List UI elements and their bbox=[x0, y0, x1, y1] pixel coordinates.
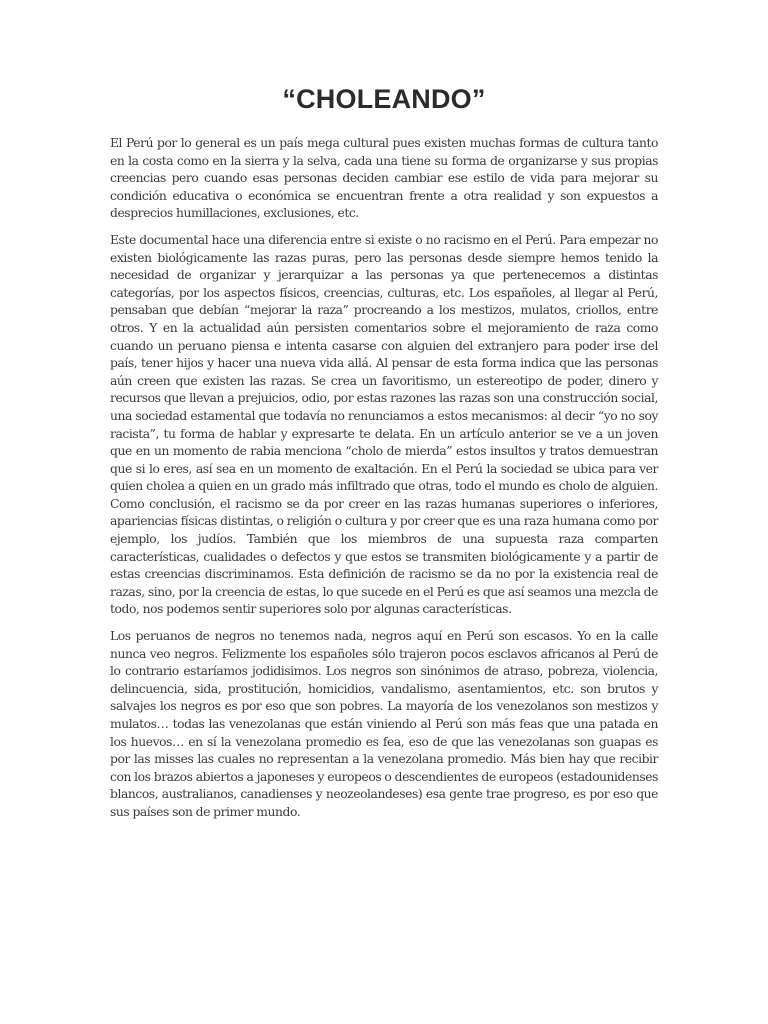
paragraph-racism-analysis: Este documental hace una diferencia entre si existe o no racismo en el Perú. Para empezar no existen biológicamente las razas puras, pero las personas desde siempre hemos tenido la necesidad de organizar y jerarquizar a las personas ya que pertenecemos a distintas categorías, por los aspectos físicos, creencias, culturas, etc. Los españoles, al llegar al Perú, pensaban que debían “mejorar la raza” procreando a los mestizos, mulatos, criollos, entre otros. Y en la actualidad aún persisten comentarios sobre el mejoramiento de raza como cuando un peruano piensa e intenta casarse con alguien del extranjero para poder irse del país, tener hijos y hacer una nueva vida allá. Al pensar de esta forma indica que las personas aún creen que existen las razas. Se crea un favoritismo, un estereotipo de poder, dinero y recursos que llevan a prejuicios, odio, por estas razones las razas son una construcción social, una sociedad estamental que todavía no renunciamos a estos mecanismos: al decir “yo no soy racista”, tu forma de hablar y expresarte te delata. En un artículo anterior se ve a un joven que en un momento de rabia menciona “cholo de mierda” estos insultos y tratos demuestran que si lo eres, así sea en un momento de exaltación. En el Perú la sociedad se ubica para ver quien cholea a quien en un grado más infiltrado que otras, todo el mundo es cholo de alguien. Como conclusión, el racismo se da por creer en las razas humanas superiores o inferiores, apariencias físicas distintas, o religión o cultura y por creer que es una raza humana como por ejemplo, los judíos. También que los miembros de una supuesta raza comparten características, cualidades o defectos y que estos se transmiten biológicamente y a partir de estas creencias discriminamos. Esta definición de racismo se da no por la existencia real de razas, sino, por la creencia de estas, lo que sucede en el Perú es que así seamos una mezcla de todo, nos podemos sentir superiores solo por algunas características. bbox=[110, 232, 658, 617]
document-body bbox=[110, 135, 658, 831]
document-title: “CHOLEANDO” bbox=[282, 84, 486, 114]
paragraph-intro: El Perú por lo general es un país mega cultural pues existen muchas formas de cultura tanto en la costa como en la sierra y la selva, cada una tiene su forma de organizarse y sus propias creencias pero cuando esas personas deciden cambiar ese estilo de vida para mejorar su condición educativa o económica se encuentran frente a otra realidad y son expuestos a desprecios humillaciones, exclusiones, etc. bbox=[110, 136, 658, 221]
paragraph-quoted-comments: Los peruanos de negros no tenemos nada, negros aquí en Perú son escasos. Yo en la calle nunca veo negros. Felizmente los españoles sólo trajeron pocos esclavos africanos al Perú de lo contrario estaríamos jodidisimos. Los negros son sinónimos de atraso, pobreza, violencia, delincuencia, sida, prostitución, homicidios, vandalismo, asentamientos, etc. son brutos y salvajes los negros es por eso que son pobres. La mayoría de los venezolanos son mestizos y mulatos… todas las venezolanas que están viniendo al Perú son más feas que una patada en los huevos… en sí la venezolana promedio es fea, eso de que las venezolanas son guapas es por las misses las cuales no representan a la venezolana promedio. Más bien hay que recibir con los brazos abiertos a japoneses y europeos o descendientes de europeos (estadounidenses blancos, australianos, canadienses y neozeolandeses) esa gente trae progreso, es por eso que sus países son de primer mundo. bbox=[110, 629, 658, 819]
